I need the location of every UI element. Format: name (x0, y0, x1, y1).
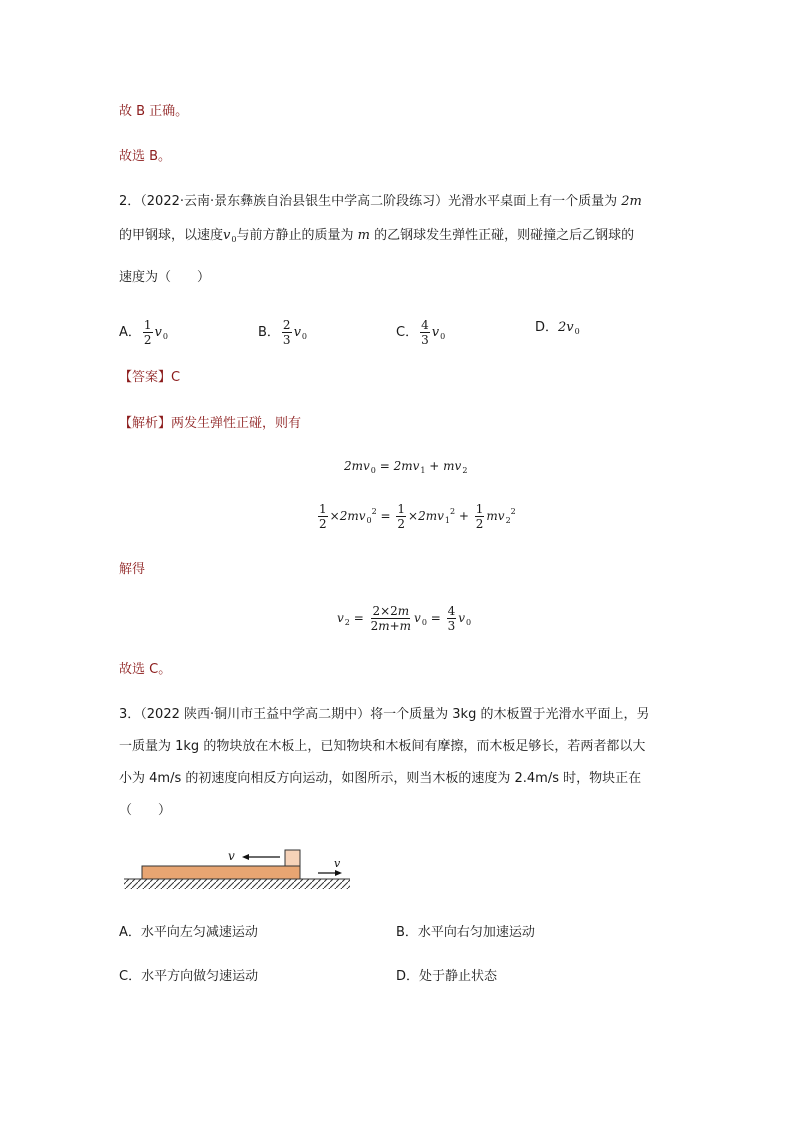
q2-text-c: 与前方静止的质量为 (236, 228, 358, 243)
q3-source: （2022 陕西·铜川市王益中学高二期中） (140, 707, 371, 722)
option-label: B． (258, 325, 280, 340)
q3-line2: 一质量为 1kg 的物块放在木板上，已知物块和木板间有摩擦，而木板足够长，若两者都以大 (119, 739, 646, 754)
arrow-right-icon (335, 870, 342, 876)
q2-number: 2． (119, 194, 141, 209)
prev-choice: 故选 B。 (119, 149, 172, 164)
q3-number: 3． (119, 707, 141, 722)
q2-mass: 2m (621, 194, 642, 209)
q2-final: 故选 C。 (119, 662, 172, 677)
option-label: A． (119, 325, 141, 340)
prev-conclusion: 故 B 正确。 (119, 104, 189, 119)
q3-text1: 将一个质量为 3kg 的木板置于光滑水平面上，另 (370, 707, 650, 722)
q2-option-a[interactable]: A． $\frac{1}{2}$ $v_0$ (119, 318, 168, 347)
equation-momentum: $2mv_0 = 2mv_1 + mv_2$ (344, 459, 468, 475)
answer-tag: 【答案】 (119, 370, 172, 385)
arrow-left-icon (242, 854, 249, 860)
q3-option-d[interactable]: D．处于静止状态 (396, 969, 498, 984)
q2-option-b[interactable]: B． $\frac{2}{3}$ $v_0$ (258, 318, 308, 347)
fraction: $\frac{2}{3}$ (282, 318, 291, 347)
q2-line2 (119, 226, 634, 247)
analysis-tag: 【解析】 (119, 416, 172, 431)
q3-line3: 小为 4m/s 的初速度向相反方向运动，如图所示，则当木板的速度为 2.4m/s 时，物块正在 (119, 771, 642, 786)
board-block-figure (120, 840, 360, 896)
q2-text-a: 光滑水平桌面上有一个质量为 (448, 194, 622, 209)
option-label: C． (396, 325, 419, 340)
q2-solve: 解得 (119, 562, 146, 577)
q2-option-d[interactable]: D．$2v_0$ (535, 320, 580, 336)
answer-value: C (171, 370, 181, 385)
board-velocity-label: v (334, 857, 341, 870)
option-label: D． (535, 320, 559, 335)
q2-option-c[interactable]: C． $\frac{4}{3}$ $v_0$ (396, 318, 446, 347)
q2-answer (119, 368, 180, 388)
q3-option-a[interactable]: A．水平向左匀减速运动 (119, 925, 258, 940)
q3-line1 (119, 705, 649, 725)
block-velocity-label: v (228, 849, 235, 863)
q2-analysis (119, 414, 301, 434)
wooden-board (142, 866, 300, 879)
q2-source: （2022·云南·景东彝族自治县银生中学高二阶段练习） (140, 194, 449, 209)
q2-line1 (119, 192, 642, 212)
ground-hatch (124, 879, 350, 889)
q3-option-b[interactable]: B．水平向右匀加速运动 (396, 925, 535, 940)
q2-text-d: 的乙钢球发生弹性正碰，则碰撞之后乙钢球的 (369, 228, 635, 243)
fraction: $\frac{4}{3}$ (421, 318, 429, 347)
option-value: 2v (558, 320, 574, 335)
q3-option-c[interactable]: C．水平方向做匀速运动 (119, 969, 259, 984)
q3-line4: （ ） (119, 803, 172, 818)
equation-energy: $\frac{1}{2}$ $\times 2mv_0^2$ = $\frac{1}{2}$ $\times 2mv_1^2$ + $\frac{1}{2}$ $mv_2^2$ (319, 502, 516, 531)
q2-text-b: 的甲钢球，以速度 (119, 228, 224, 243)
equation-result: $v_2$ = $\frac{2\times 2m}{2m+m}$ $v_0$ = $\frac{4}{3}$ $v_0$ (337, 604, 472, 633)
small-block (285, 850, 300, 866)
q2-mass2: m (357, 228, 370, 243)
fraction: $\frac{1}{2}$ (143, 318, 152, 347)
q2-v0: $v_0$ (223, 228, 237, 244)
analysis-text: 两发生弹性正碰，则有 (171, 416, 302, 431)
q2-line3: 速度为（ ） (119, 270, 211, 285)
